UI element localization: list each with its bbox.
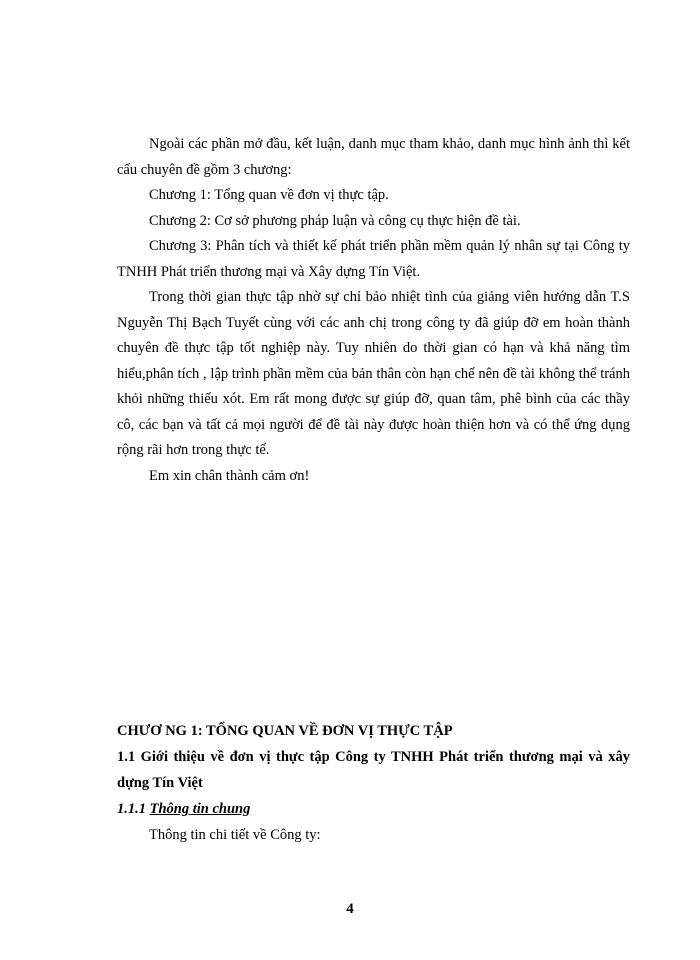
chapter-2-summary: Chương 2: Cơ sở phương pháp luận và công cụ thực hiện đề tài. [149,212,521,229]
company-detail-line: Thông tin chi tiết về Công ty: [149,827,321,843]
chapter-1-summary: Chương 1: Tổng quan về đơn vị thực tập. [149,187,389,203]
chapter-title: CHƯƠ NG 1: TỔNG QUAN VỀ ĐƠN VỊ THỰC TẬP [117,723,453,739]
subsection-title [117,796,630,822]
acknowledgement-paragraph: Trong thời gian thực tập nhờ sự chỉ bảo nhiệt tình của giảng viên hướng dẫn T.S Nguyễn Thị Bạch Tuyết cùng với các anh chị trong công ty đã giúp đỡ em hoàn thành chuyên đề thực tập tốt nghiệp này. Tuy nhiên do thời gian có hạn và khả năng tìm hiểu,phân tích , lập trình phần mềm của bản thân còn hạn chế nên đề tài không thể tránh khỏi những thiếu xót. Em rất mong được sự giúp đỡ, quan tâm, phê bình của các thầy cô, các bạn và tất cả mọi người để đề tài này được hoàn thiện hơn và có thể ứng dụng rộng rãi hơn trong thực tế. [117,289,630,458]
chapter-3-summary: Chương 3: Phân tích và thiết kế phát triển phần mềm quản lý nhân sự tại Công ty TNHH Phát triển thương mại và Xây dựng Tín Việt. [117,238,630,280]
thank-you-line: Em xin chân thành cảm ơn! [149,467,310,484]
section-title: 1.1 Giới thiệu về đơn vị thực tập Công ty TNHH Phát triển thương mại và xây dựng Tín Việt [117,749,630,791]
chapter-one-section [117,718,630,848]
page-number: 4 [346,901,354,917]
intro-text [117,132,630,489]
intro-paragraph-structure: Ngoài các phần mở đầu, kết luận, danh mục tham khảo, danh mục hình ảnh thì kết cấu chuyên đề gồm 3 chương: [117,136,630,178]
subsection-label: Thông tin chung [149,801,251,817]
subsection-number: 1.1.1 [117,801,150,817]
